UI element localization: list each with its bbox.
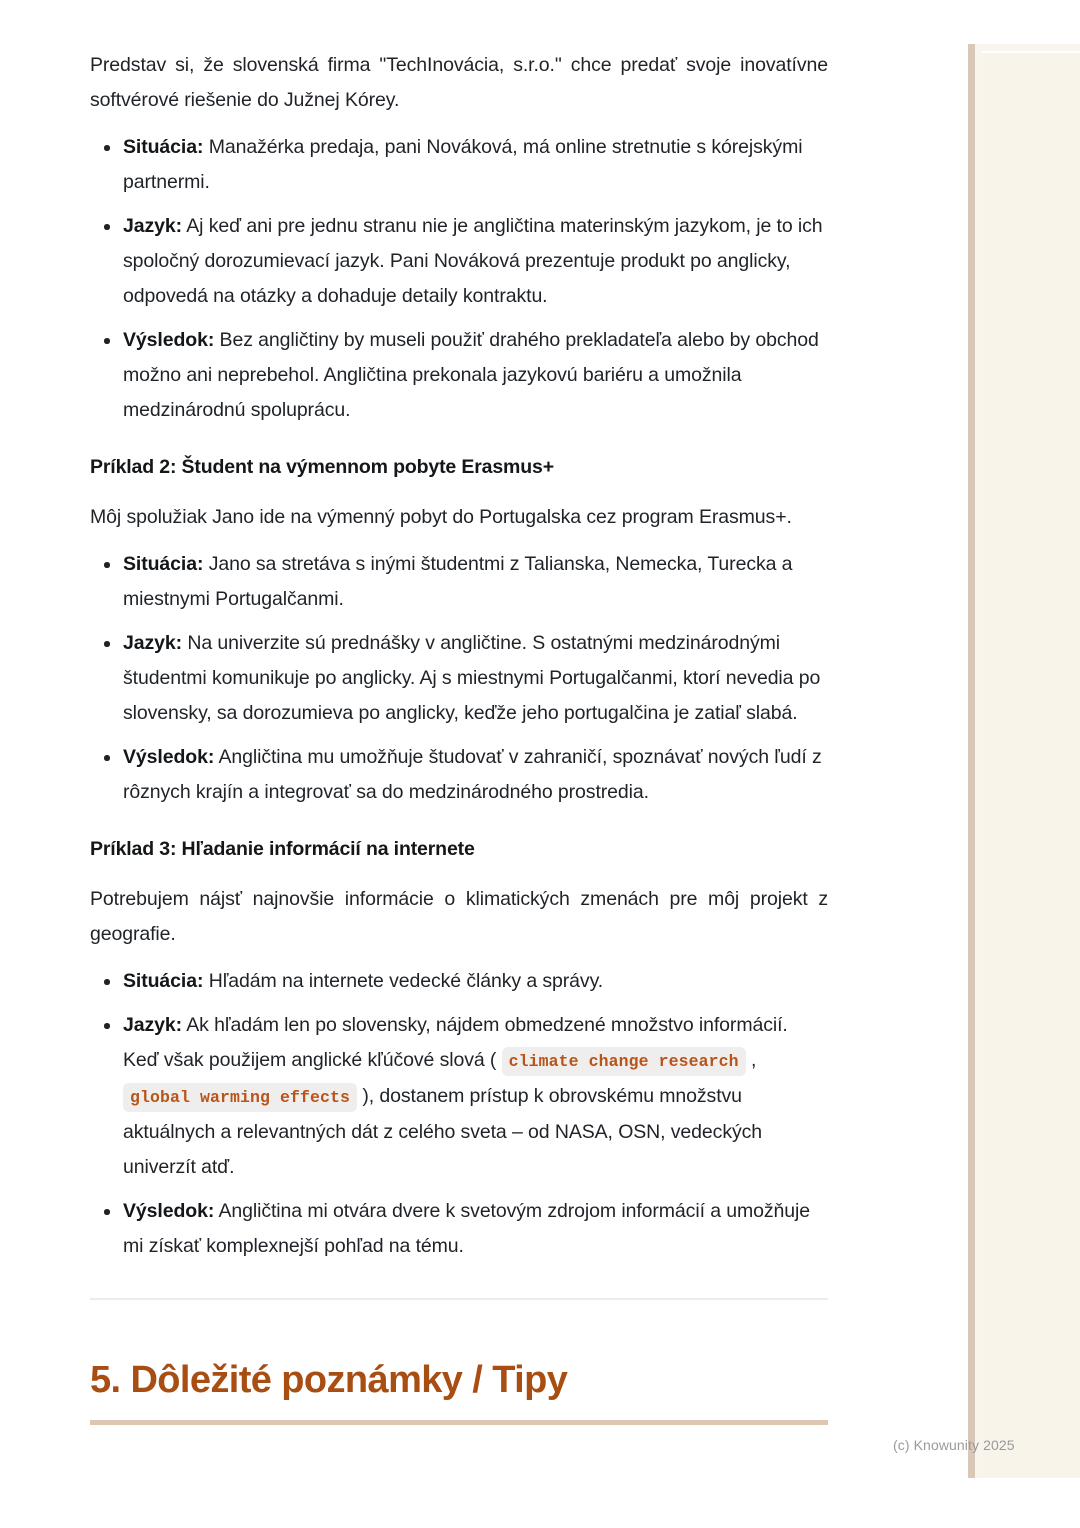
list-item — [90, 130, 828, 200]
example3-heading: Príklad 3: Hľadanie informácií na internete — [90, 838, 475, 860]
example2-bullet-list — [90, 547, 828, 810]
list-item-label: Výsledok: — [123, 1200, 215, 1222]
inline-code-separator: , — [745, 1049, 757, 1071]
list-item — [90, 1008, 828, 1185]
list-item-text: Na univerzite sú prednášky v angličtine. S ostatnými medzinárodnými študentmi komunikuje po anglicky. Aj s miestnymi Portugalčanmi, ktorí nevedia po slovensky, sa dorozumieva po anglicky, keďže jeho portugalčina je zatiaľ slabá. — [123, 632, 821, 724]
list-item-label: Situácia: — [123, 970, 204, 992]
inline-code-global-warming-effects: global warming effects — [123, 1083, 357, 1112]
list-item-text: Bez angličtiny by museli použiť drahého prekladateľa alebo by obchod možno ani neprebehol. Angličtina prekonala jazykovú bariéru a umožnila medzinárodnú spoluprácu. — [123, 329, 819, 421]
example2-heading: Príklad 2: Študent na výmennom pobyte Erasmus+ — [90, 456, 554, 478]
list-item-text: Hľadám na internete vedecké články a správy. — [203, 970, 604, 992]
list-item-text: Ak hľadám len po slovensky, nájdem obmedzené množstvo informácií. Keď však použijem anglické kľúčové slová ( — [123, 1014, 788, 1071]
list-item-text-after: ), dostanem prístup k obrovskému množstvu aktuálnych a relevantných dát z celého sveta – od NASA, OSN, vedeckých univerzít atď. — [123, 1085, 763, 1178]
page-side-panel-inner — [982, 51, 1080, 1478]
list-item — [90, 1194, 828, 1264]
list-item-text: Aj keď ani pre jednu stranu nie je angličtina materinským jazykom, je to ich spoločný dorozumievací jazyk. Pani Nováková prezentuje produkt po anglicky, odpovedá na otázky a dohaduje detaily kontraktu. — [123, 215, 823, 307]
list-item-text: Manažérka predaja, pani Nováková, má online stretnutie s kórejskými partnermi. — [123, 136, 803, 193]
list-item — [90, 209, 828, 314]
example2-paragraph: Môj spolužiak Jano ide na výmenný pobyt do Portugalska cez program Erasmus+. — [90, 506, 792, 528]
watermark: (c) Knowunity 2025 — [893, 1437, 1015, 1453]
list-item-label: Jazyk: — [123, 215, 183, 237]
list-item — [90, 323, 828, 428]
example3-bullet-list — [90, 964, 828, 1264]
list-item — [90, 740, 828, 810]
list-item-label: Situácia: — [123, 136, 204, 158]
intro-paragraph: Predstav si, že slovenská firma "TechInovácia, s.r.o." chce predať svoje inovatívne softvérové riešenie do Južnej Kórey. — [90, 54, 828, 111]
page-side-panel — [968, 44, 1080, 1478]
document-content — [90, 48, 828, 1425]
section-heading: 5. Dôležité poznámky / Tipy — [90, 1356, 828, 1425]
list-item-text: Angličtina mu umožňuje študovať v zahraničí, spoznávať nových ľudí z rôznych krajín a integrovať sa do medzinárodného prostredia. — [123, 746, 822, 803]
section-divider — [90, 1298, 828, 1300]
list-item-label: Jazyk: — [123, 632, 183, 654]
list-item-label: Výsledok: — [123, 746, 215, 768]
example3-paragraph: Potrebujem nájsť najnovšie informácie o klimatických zmenách pre môj projekt z geografie. — [90, 888, 828, 945]
list-item-label: Situácia: — [123, 553, 204, 575]
list-item — [90, 547, 828, 617]
example1-bullet-list — [90, 130, 828, 428]
list-item-label: Jazyk: — [123, 1014, 183, 1036]
list-item-text: Jano sa stretáva s inými študentmi z Talianska, Nemecka, Turecka a miestnymi Portugalčanmi. — [123, 553, 793, 610]
list-item — [90, 964, 828, 999]
list-item-text: Angličtina mi otvára dvere k svetovým zdrojom informácií a umožňuje mi získať komplexnejší pohľad na tému. — [123, 1200, 811, 1257]
list-item-label: Výsledok: — [123, 329, 215, 351]
list-item — [90, 626, 828, 731]
inline-code-climate-change-research: climate change research — [502, 1047, 746, 1076]
